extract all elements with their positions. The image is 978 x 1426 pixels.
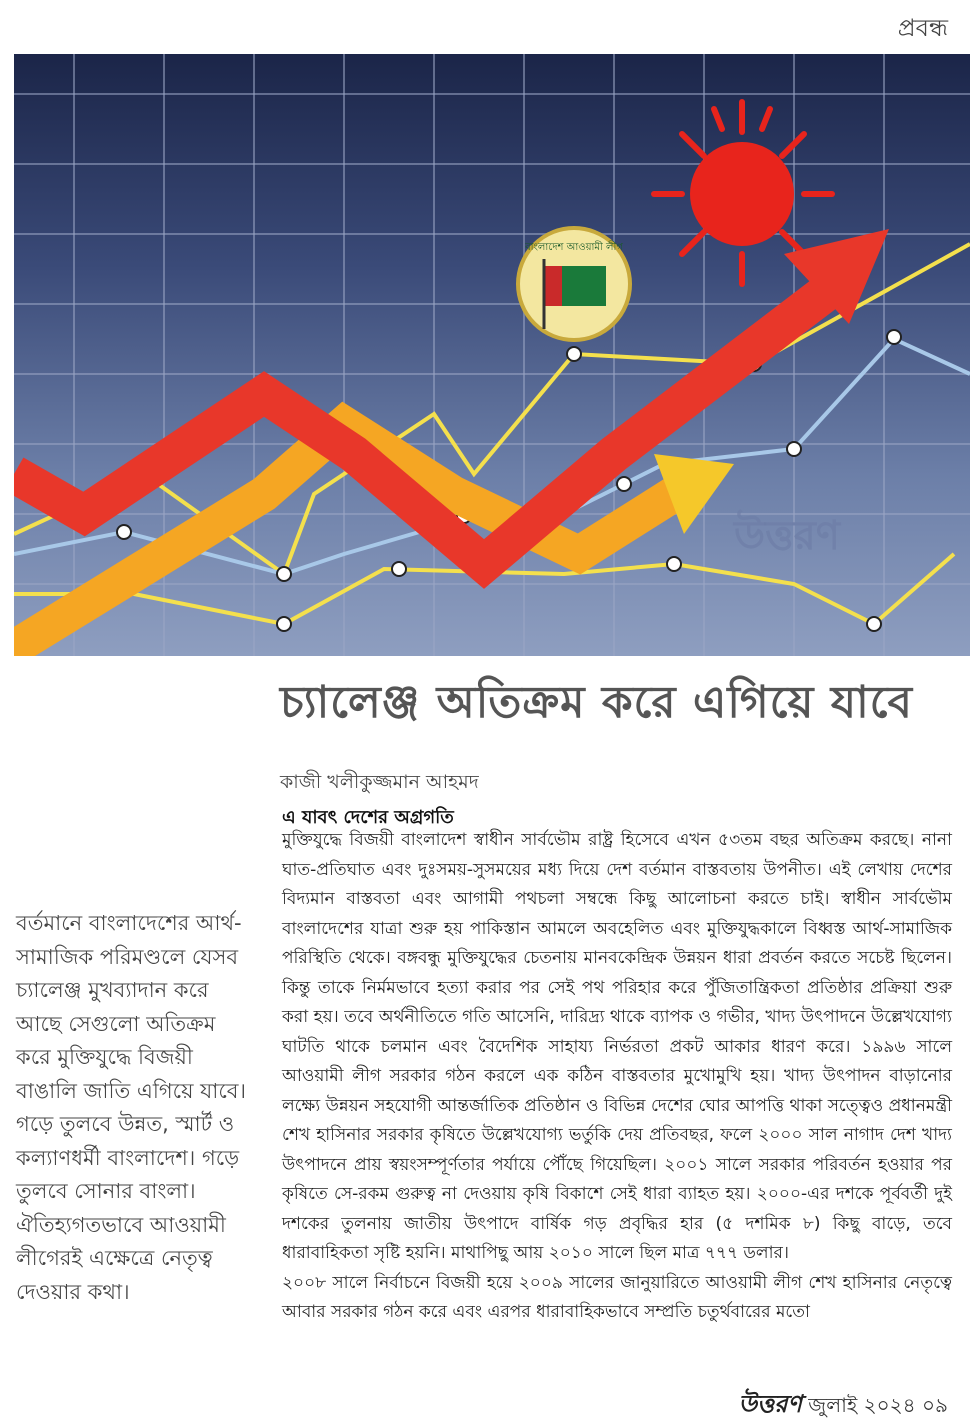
page-number: ০৯ <box>922 1393 948 1417</box>
subheading: এ যাবৎ দেশের অগ্রগতি <box>282 807 454 828</box>
paragraph: ২০০৮ সালে নির্বাচনে বিজয়ী হয়ে ২০০৯ সালের জানুয়ারিতে আওয়ামী লীগ শেখ হাসিনার নেতৃত্বে আবার সরকার গঠন করে এবং এরপর ধারাবাহিকভাবে সম্প্রতি চতুর্থবারের মতো <box>282 1272 952 1322</box>
paragraph: মুক্তিযুদ্ধে বিজয়ী বাংলাদেশ স্বাধীন সার্বভৌম রাষ্ট্র হিসেবে এখন ৫৩তম বছর অতিক্রম করছে। নানা ঘাত-প্রতিঘাত এবং দুঃসময়-সুসময়ের মধ্য দিয়ে দেশ বর্তমান বাস্তবতায় উপনীত। এই লেখায় দেশের বিদ্যমান বাস্তবতা এবং আগামী পথচলা সম্বন্ধে কিছু আলোচনা করতে চাই। স্বাধীন সার্বভৌম বাংলাদেশের যাত্রা শুরু হয় পাকিস্তান আমলে অবহেলিত এবং মুক্তিযুদ্ধকালে বিধ্বস্ত আর্থ-সামাজিক পরিস্থিতি থেকে। বঙ্গবন্ধু মুক্তিযুদ্ধের চেতনায় মানবকেন্দ্রিক উন্নয়ন ধারা প্রবর্তন করতে সচেষ্ট ছিলেন। কিন্তু তাকে নির্মমভাবে হত্যা করার পর সেই পথ পরিহার করে পুঁজিতান্ত্রিকতা প্রতিষ্ঠার প্রক্রিয়া শুরু করা হয়। তবে অর্থনীতিতে গতি আসেনি, দারিদ্র্য থাকে ব্যাপক ও গভীর, খাদ্য উৎপাদনে উল্লেখযোগ্য ঘাটতি থাকে চলমান এবং বৈদেশিক সাহায্য নির্ভরতা প্রকট আকার ধারণ করে। ১৯৯৬ সালে আওয়ামী লীগ সরকার গঠন করলে এক কঠিন বাস্তবতার মুখোমুখি হয়। খাদ্য উৎপাদন বাড়ানোর লক্ষ্যে উন্নয়ন সহযোগী আন্তর্জাতিক প্রতিষ্ঠান ও বিভিন্ন দেশের ঘোর আপত্তি থাকা সত্ত্বেও প্রধানমন্ত্রী শেখ হাসিনার সরকার কৃষিতে উল্লেখযোগ্য ভর্তুকি দেয় প্রতিবছর, ফলে ২০০০ সাল নাগাদ দেশ খাদ্য উৎপাদনে প্রায় স্বয়ংসম্পূর্ণতার পর্যায়ে পৌঁছে গিয়েছিল। ২০০১ সালে সরকার পরিবর্তন হওয়ার পর কৃষিতে সে-রকম গুরুত্ব না দেওয়ায় কৃষি বিকাশে সেই ধারা ব্যাহত হয়। ২০০০-এর দশকে পূর্ববর্তী দুই দশকের তুলনায় জাতীয় উৎপাদে বার্ষিক গড় প্রবৃদ্ধির হার (৫ দশমিক ৮) কিছু বাড়ে, তবে ধারাবাহিকতা সৃষ্টি হয়নি। মাথাপিছু আয় ২০১০ সালে ছিল মাত্র ৭৭৭ ডলার। <box>282 830 952 1263</box>
article-body <box>282 826 952 1328</box>
chart-dots <box>117 330 901 631</box>
svg-text:বাংলাদেশ আওয়ামী লীগ: বাংলাদেশ আওয়ামী লীগ <box>525 242 623 253</box>
section-label: প্রবন্ধ <box>897 14 948 42</box>
article-title: চ্যালেঞ্জ অতিক্রম করে এগিয়ে যাবে <box>280 677 913 728</box>
page-footer <box>738 1386 948 1426</box>
pull-quote: বর্তমানে বাংলাদেশের আর্থ-সামাজিক পরিমণ্ডলে যেসব চ্যালেঞ্জ মুখব্যাদান করে আছে সেগুলো অতিক্রম করে মুক্তিযুদ্ধে বিজয়ী বাঙালি জাতি এগিয়ে যাবে। গড়ে তুলবে উন্নত, স্মার্ট ও কল্যাণধর্মী বাংলাদেশ। গড়ে তুলবে সোনার বাংলা। ঐতিহ্যগতভাবে আওয়ামী লীগেরই এক্ষেত্রে নেতৃত্ব দেওয়ার কথা। <box>16 911 246 1304</box>
hero-illustration <box>14 54 970 656</box>
author-byline: কাজী খলীকুজ্জমান আহমদ <box>280 771 479 793</box>
watermark: উত্তরণ <box>734 513 840 559</box>
magazine-name: উত্তরণ <box>738 1390 802 1418</box>
awami-league-logo <box>518 228 630 340</box>
issue-date: জুলাই ২০২৪ <box>808 1393 916 1417</box>
growth-chart-illustration <box>14 54 970 656</box>
